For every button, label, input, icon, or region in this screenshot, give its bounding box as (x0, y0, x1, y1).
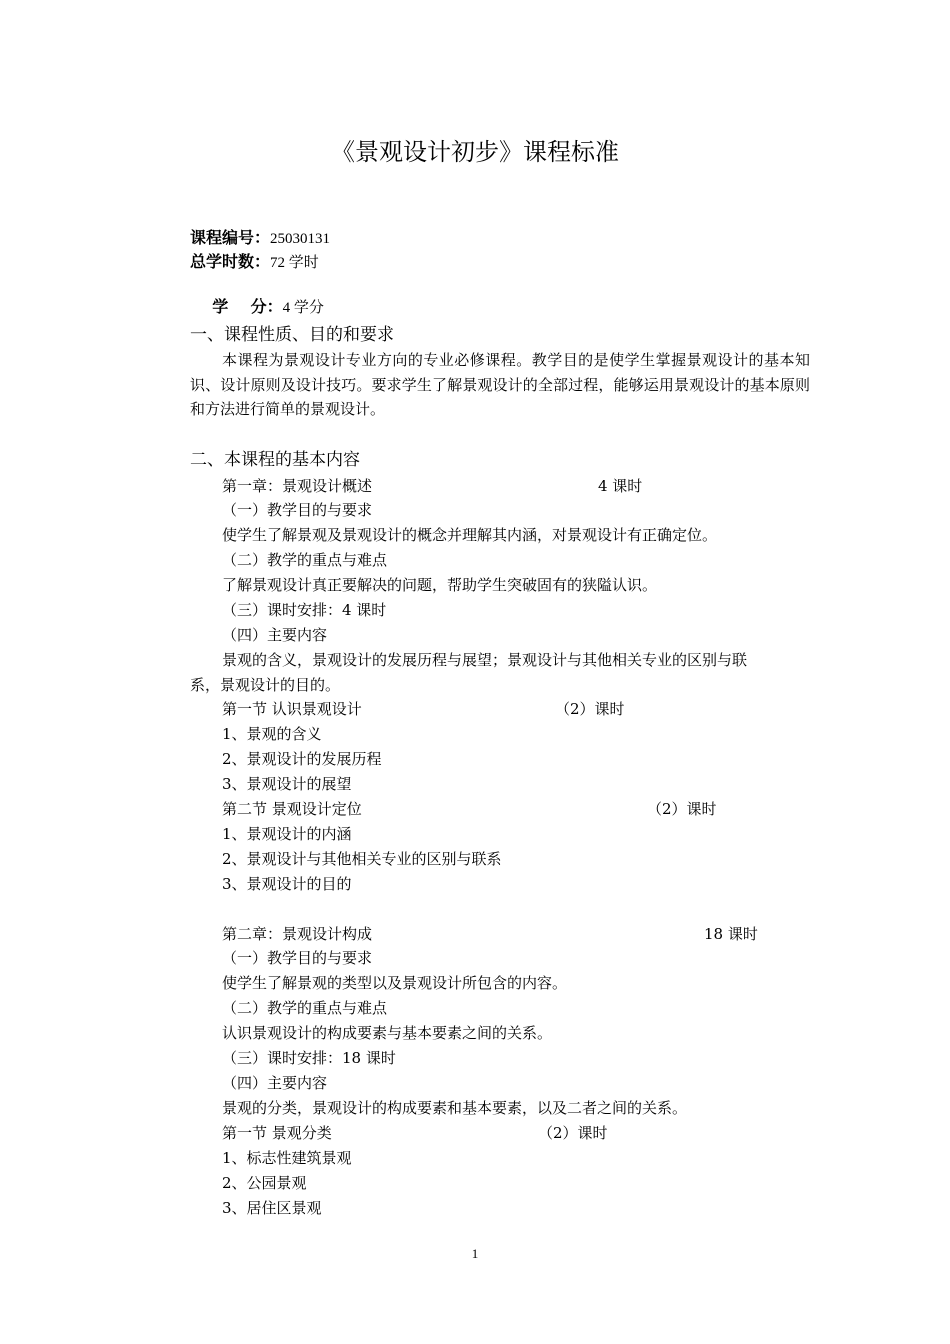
chapter2-title: 第二章：景观设计构成 (222, 925, 373, 943)
chapter2-key: 认识景观设计的构成要素与基本要素之间的关系。 (222, 1024, 553, 1042)
course-code-row (190, 228, 330, 249)
chapter1-content-heading: （四）主要内容 (222, 626, 328, 644)
section1-heading: 一、课程性质、目的和要求 (190, 325, 394, 345)
list-item: 2、景观设计与其他相关专业的区别与联系 (222, 850, 502, 868)
chapter1-goal: 使学生了解景观及景观设计的概念并理解其内涵，对景观设计有正确定位。 (222, 526, 718, 544)
chapter2-section1-hours: （2）课时 (538, 1124, 608, 1142)
total-hours-row (190, 252, 319, 273)
chapter2-section1-title: 第一节 景观分类 (222, 1124, 332, 1142)
chapter2-key-heading: （二）教学的重点与难点 (222, 999, 388, 1017)
chapter1-section2-title: 第二节 景观设计定位 (222, 800, 362, 818)
chapter1-section2-hours: （2）课时 (647, 800, 717, 818)
list-item: 1、景观设计的内涵 (222, 825, 352, 843)
document-title: 《景观设计初步》课程标准 (331, 138, 619, 166)
list-item: 3、景观设计的目的 (222, 875, 352, 893)
chapter1-title: 第一章：景观设计概述 (222, 477, 373, 495)
course-code-label: 课程编号： (190, 228, 271, 247)
list-item: 1、标志性建筑景观 (222, 1149, 352, 1167)
chapter1-section1-hours: （2）课时 (555, 700, 625, 718)
list-item: 2、公园景观 (222, 1174, 307, 1192)
credits-label: 学 分： (212, 297, 283, 316)
credits-value: 4 学分 (282, 300, 324, 316)
chapter2-content: 景观的分类，景观设计的构成要素和基本要素，以及二者之间的关系。 (222, 1099, 688, 1117)
chapter1-key: 了解景观设计真正要解决的问题，帮助学生突破固有的狭隘认识。 (222, 576, 658, 594)
chapter2-content-heading: （四）主要内容 (222, 1074, 328, 1092)
total-hours-value: 72 学时 (270, 255, 319, 271)
chapter1-hours: 4 课时 (598, 477, 643, 495)
chapter1-schedule: （三）课时安排：4 课时 (222, 601, 387, 619)
chapter2-schedule: （三）课时安排：18 课时 (222, 1049, 396, 1067)
page-number: 1 (471, 1246, 479, 1261)
chapter2-goal: 使学生了解景观的类型以及景观设计所包含的内容。 (222, 974, 568, 992)
list-item: 2、景观设计的发展历程 (222, 750, 382, 768)
chapter2-hours: 18 课时 (704, 925, 758, 943)
section1-body: 本课程为景观设计专业方向的专业必修课程。教学目的是使学生掌握景观设计的基本知识、设计原则及设计技巧。要求学生了解景观设计的全部过程，能够运用景观设计的基本原则和方法进行简单的景观设计。 (190, 351, 810, 418)
chapter1-key-heading: （二）教学的重点与难点 (222, 551, 388, 569)
section2-heading: 二、本课程的基本内容 (190, 450, 360, 470)
list-item: 3、景观设计的展望 (222, 775, 352, 793)
chapter1-goal-heading: （一）教学目的与要求 (222, 501, 373, 519)
chapter1-content-line1: 景观的含义，景观设计的发展历程与展望；景观设计与其他相关专业的区别与联 (222, 651, 748, 669)
chapter1-section1-title: 第一节 认识景观设计 (222, 700, 362, 718)
list-item: 3、居住区景观 (222, 1199, 322, 1217)
chapter2-goal-heading: （一）教学目的与要求 (222, 949, 373, 967)
total-hours-label: 总学时数： (190, 252, 271, 271)
chapter1-content-line2: 系，景观设计的目的。 (190, 676, 341, 694)
course-code-value: 25030131 (270, 231, 331, 247)
list-item: 1、景观的含义 (222, 725, 322, 743)
